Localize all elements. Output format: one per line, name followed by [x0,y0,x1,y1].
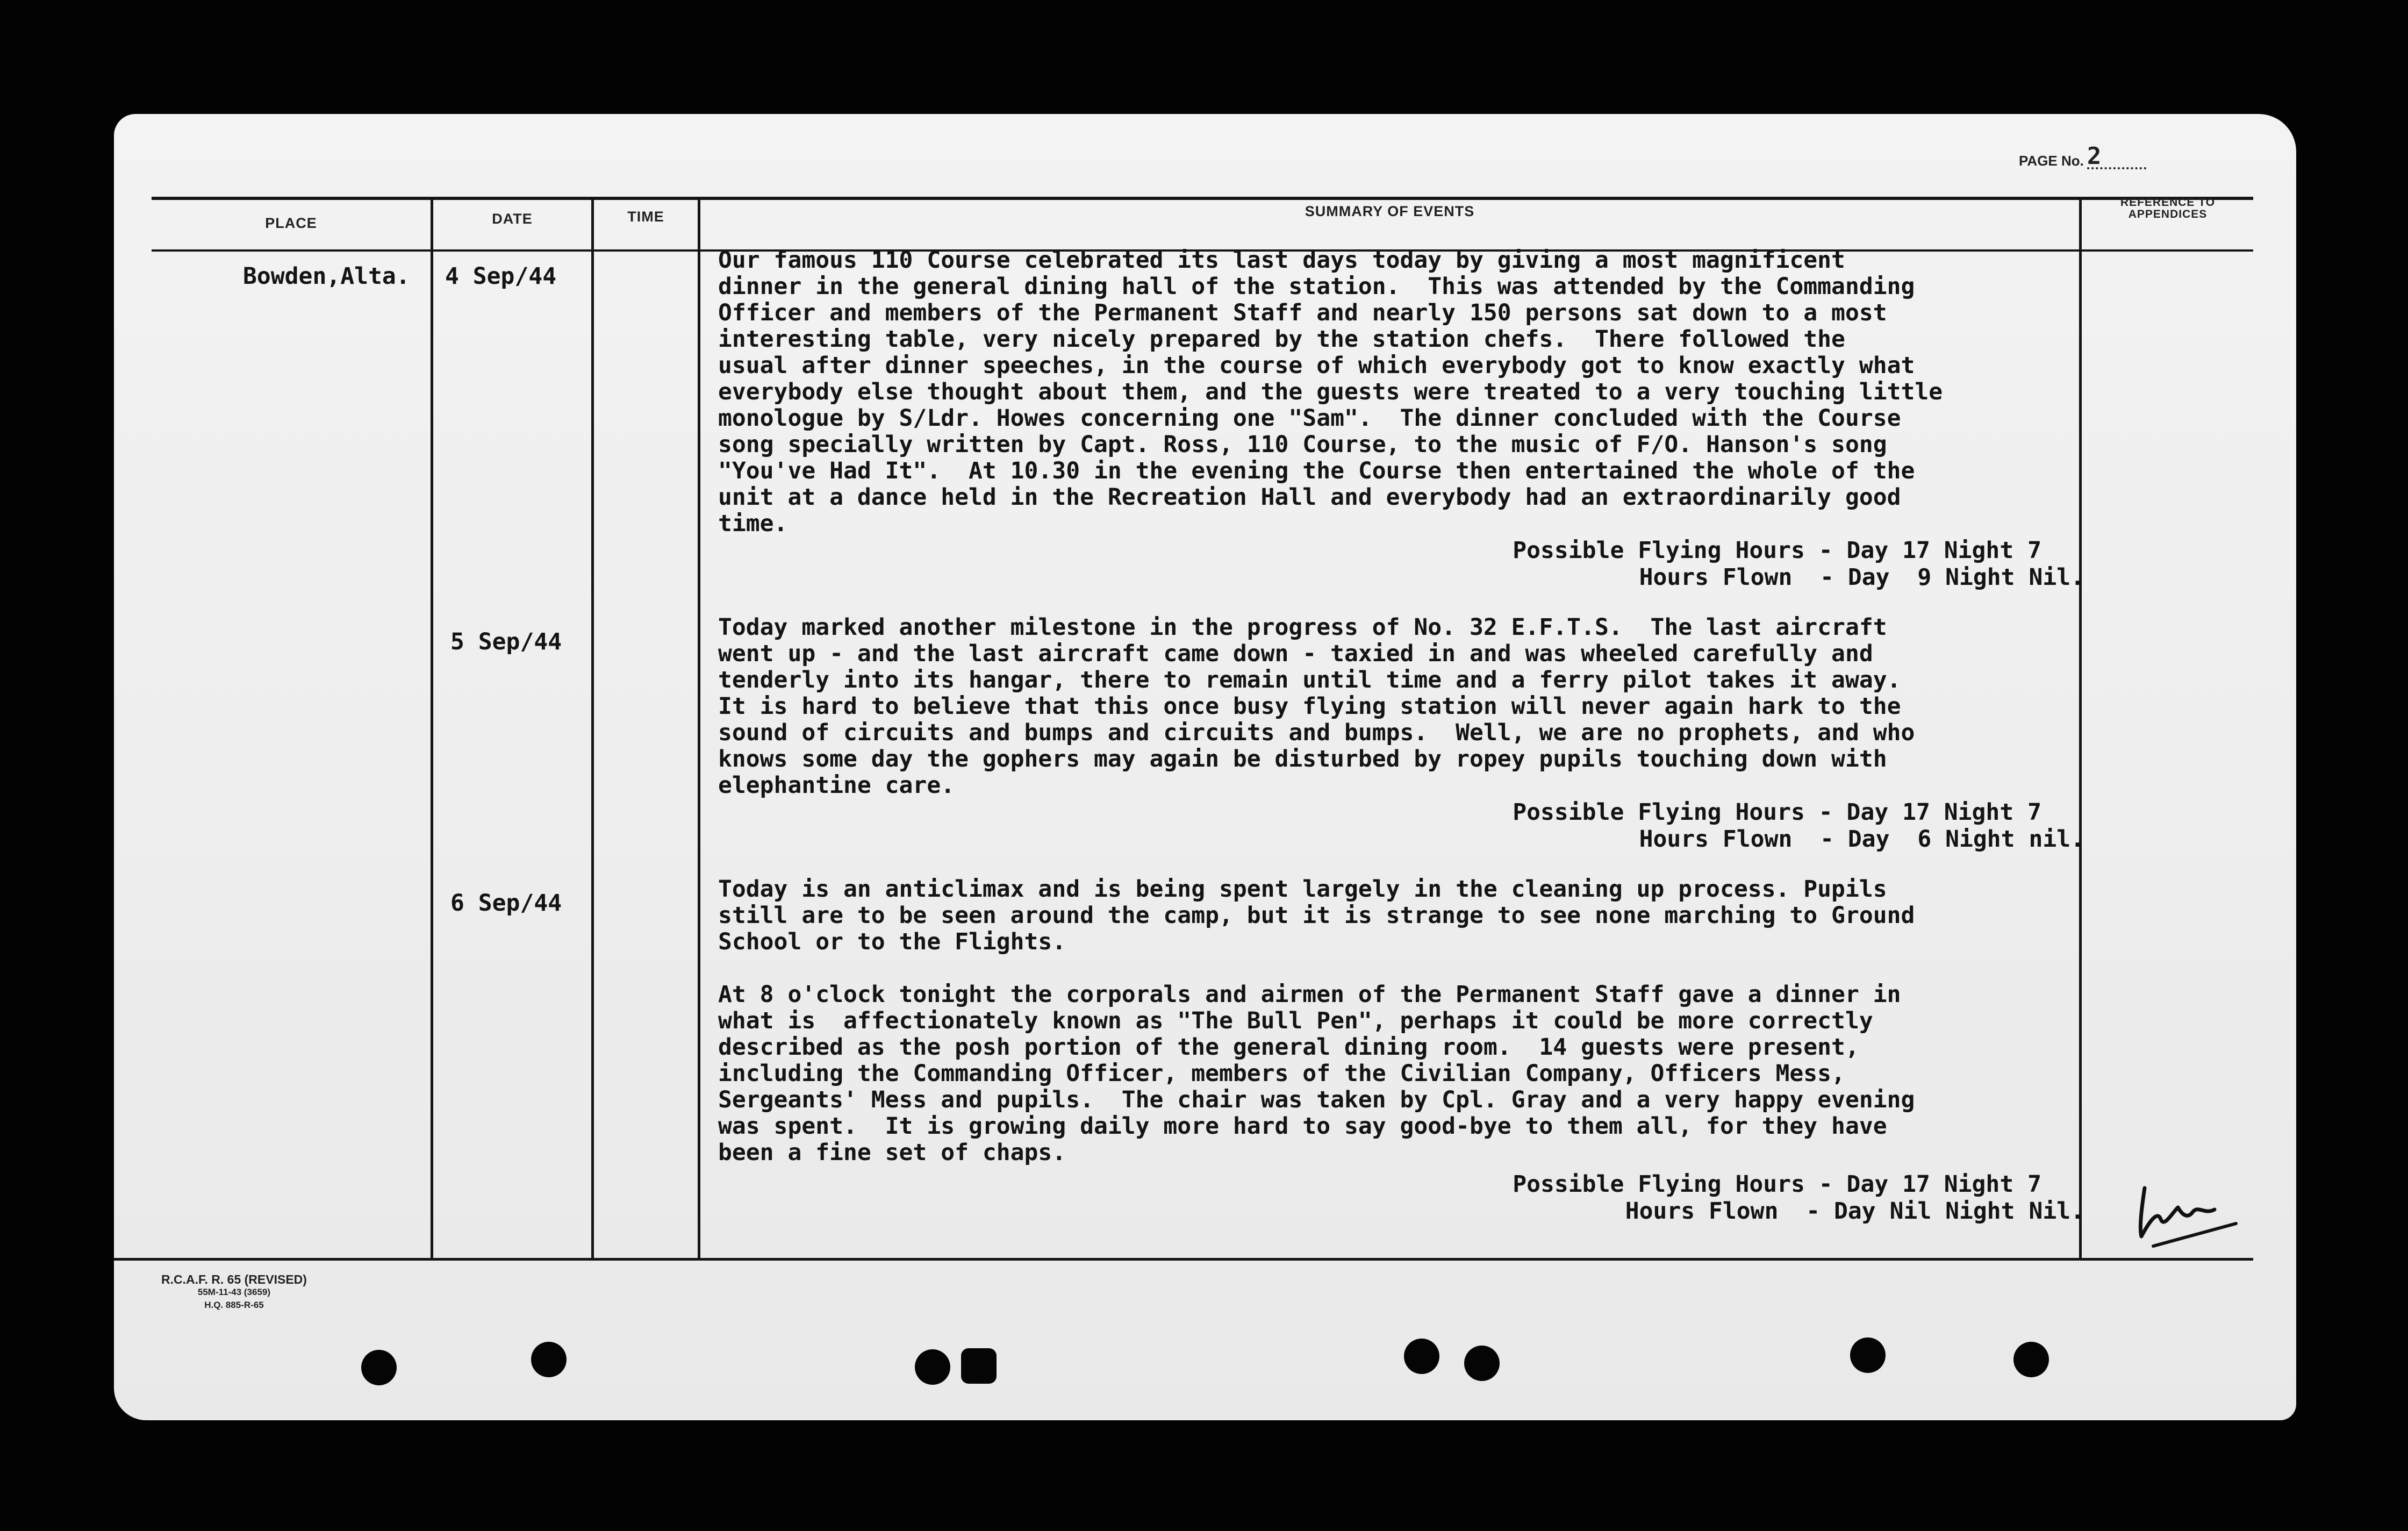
column-header-time: TIME [627,209,664,225]
column-header-reference-line2: APPENDICES [2128,208,2208,220]
entry-date: 4 Sep/44 [445,263,557,290]
punch-hole [961,1348,997,1384]
column-header-place: PLACE [265,215,317,231]
date-time-divider [591,197,594,1259]
column-header-summary: SUMMARY OF EVENTS [1305,203,1475,219]
entry-hours-flown: Hours Flown - Day 6 Night nil. [1639,826,2084,853]
table-bottom-rule [114,1258,2253,1261]
column-header-reference [2082,197,2254,220]
header-top-rule [152,197,2253,200]
form-code-line2: 55M-11-43 (3659) [197,1287,271,1297]
punch-hole [2013,1342,2049,1377]
entry-date: 6 Sep/44 [450,890,562,917]
page-number [2019,142,2146,170]
entry-summary-paragraph: Today is an anticlimax and is being spent largely in the cleaning up process. Pupils still are to be seen around the camp, but it is strange to see none marching to Ground School or to the Flights. [718,876,1915,955]
entry-hours-flown: Hours Flown - Day 9 Night Nil. [1639,564,2084,591]
page-number-value: 2 [2087,146,2146,169]
punch-hole [531,1342,567,1377]
form-code-line3: H.Q. 885-R-65 [204,1300,264,1310]
entry-possible-flying-hours: Possible Flying Hours - Day 17 Night 7 [1513,799,2041,826]
entry-hours-flown: Hours Flown - Day Nil Night Nil. [1625,1198,2084,1225]
page-number-label: PAGE No. [2019,153,2084,169]
form-code-line1: R.C.A.F. R. 65 (REVISED) [161,1272,307,1286]
summary-reference-divider [2079,197,2082,1259]
punch-hole [361,1350,397,1385]
entry-possible-flying-hours: Possible Flying Hours - Day 17 Night 7 [1513,537,2041,564]
entry-summary-paragraph: Today marked another milestone in the progress of No. 32 E.F.T.S. The last aircraft went up - and the last aircraft came down - taxied in and was wheeled carefully and tenderly into its hangar, there to remain until time and a ferry pilot takes it away. It is hard to believe that this once busy flying station will never again hark to the sound of circuits and bumps and circuits and bumps. Well, we are no prophets, and who knows some day the gophers may again be disturbed by ropey pupils touching down with elephantine care. [718,614,1915,799]
place-date-divider [431,197,433,1259]
signature-initials [2134,1177,2241,1253]
entry-place: Bowden,Alta. [243,263,410,290]
punch-hole [1464,1346,1500,1381]
column-header-date: DATE [492,211,533,227]
entry-summary-paragraph: Our famous 110 Course celebrated its last days today by giving a most magnificent dinner in the general dining hall of the station. This was attended by the Commanding Officer and members of the Permanent Staff and nearly 150 persons sat down to a most interesting table, very nicely prepared by the station chefs. There followed the usual after dinner speeches, in the course of which everybody got to know exactly what everybody else thought about them, and the guests were treated to a very touching little monologue by S/Ldr. Howes concerning one "Sam". The dinner concluded with the Course song specially written by Capt. Ross, 110 Course, to the music of F/O. Hanson's song "You've Had It". At 10.30 in the evening the Course then entertained the whole of the unit at a dance held in the Recreation Hall and everybody had an extraordinarily good time. [718,247,1943,537]
column-header-reference-line1: REFERENCE TO [2120,196,2216,209]
entry-date: 5 Sep/44 [450,628,562,655]
time-summary-divider [698,197,700,1259]
punch-hole [1850,1337,1886,1373]
entry-possible-flying-hours: Possible Flying Hours - Day 17 Night 7 [1513,1171,2041,1198]
entry-summary-paragraph: At 8 o'clock tonight the corporals and airmen of the Permanent Staff gave a dinner in what is affectionately known as "The Bull Pen", perhaps it could be more correctly described as the posh portion of the general dining room. 14 guests were present, including the Commanding Officer, members of the Civilian Company, Officers Mess, Sergeants' Mess and pupils. The chair was taken by Cpl. Gray and a very happy evening was spent. It is growing daily more hard to say good-bye to them all, for they have been a fine set of chaps. [718,981,1915,1166]
punch-hole [1404,1339,1439,1374]
punch-hole [915,1349,950,1385]
form-code [161,1273,307,1312]
